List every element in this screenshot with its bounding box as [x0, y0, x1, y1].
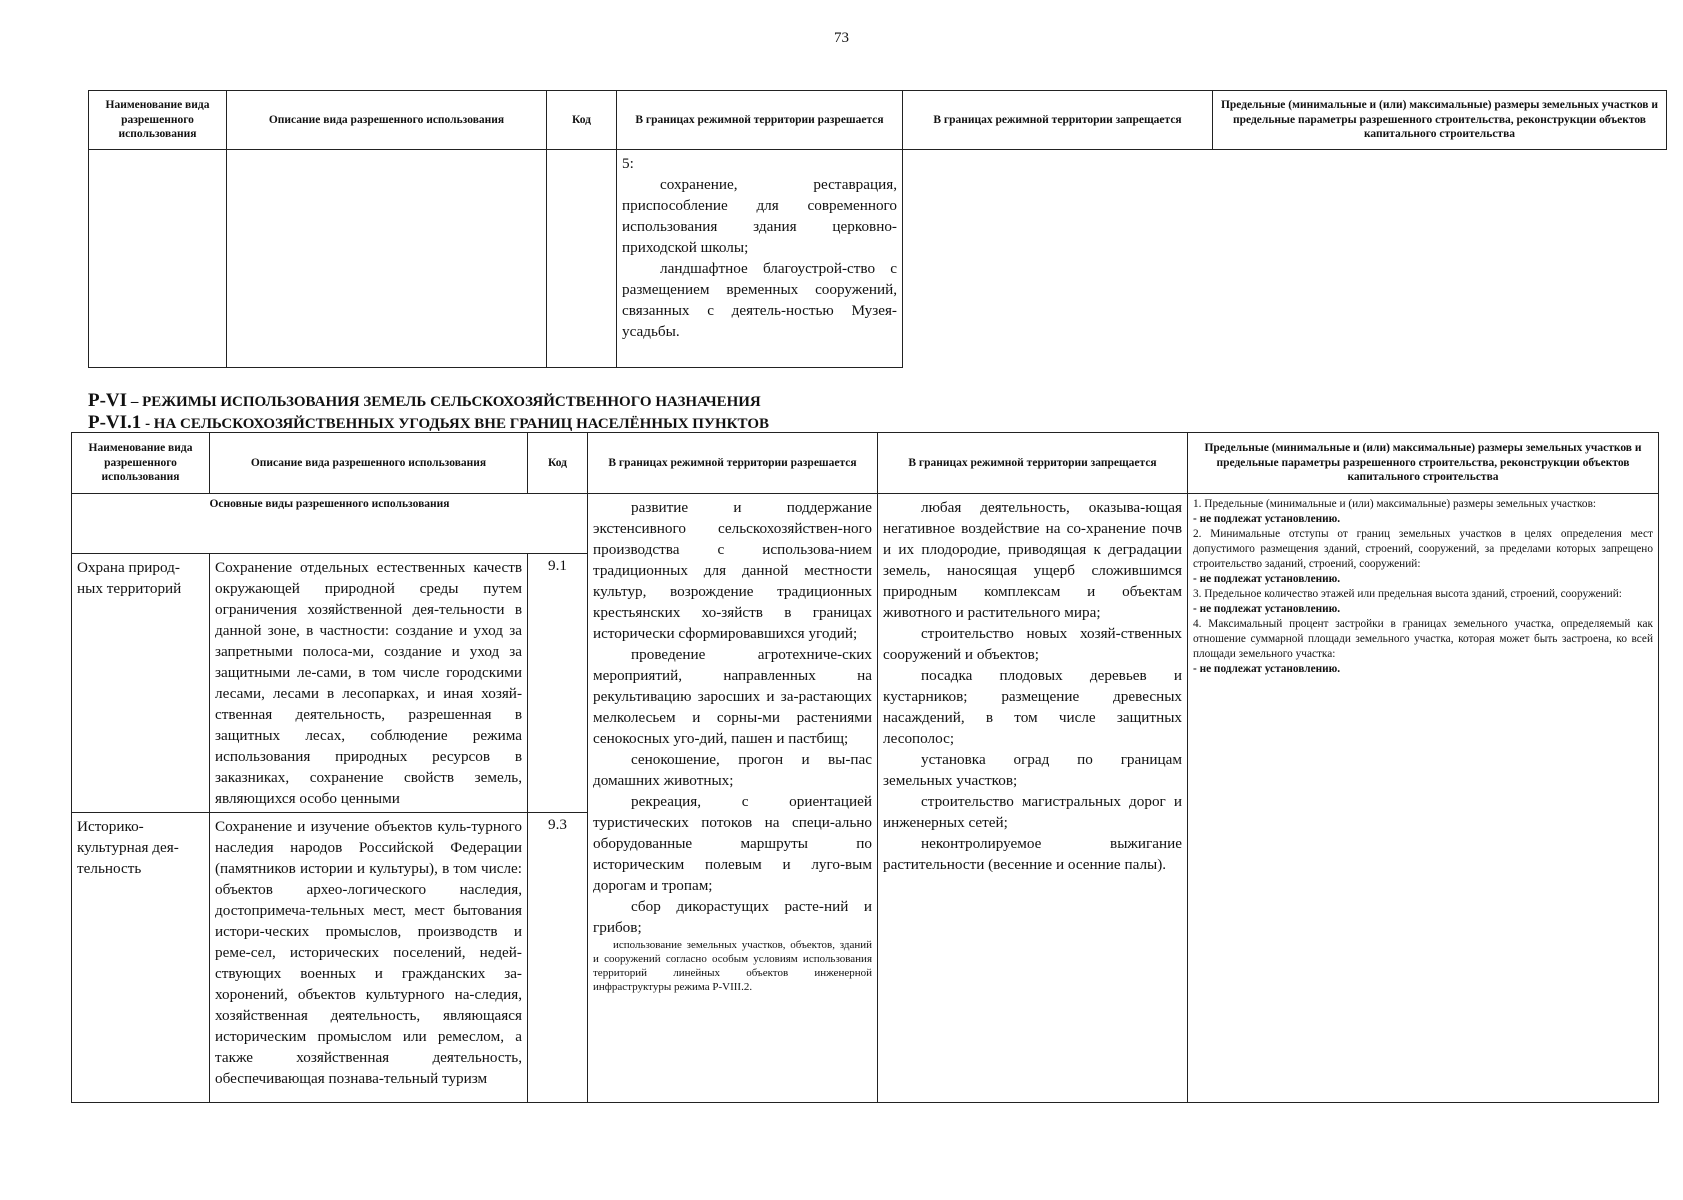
col-header-allowed: В границах режимной территории разрешается	[617, 91, 903, 150]
forbidden-paragraph: строительство магистральных дорог и инженерных сетей;	[883, 793, 1182, 831]
section-title	[88, 390, 761, 412]
col-header-allowed: В границах режимной территории разрешается	[588, 433, 878, 494]
allowed-paragraph: сенокошение, прогон и вы-пас домашних животных;	[593, 751, 872, 789]
allowed-small-paragraph: использование земельных участков, объектов, зданий и сооружений согласно особым условиям использования территорий линейных объектов инженерной инфраструктуры режима Р-VIII.2.	[593, 939, 872, 993]
blank-area	[903, 150, 1213, 368]
col-header-description: Описание вида разрешенного использования	[210, 433, 528, 494]
use-description-text: Сохранение и изучение объектов куль-турного наследия народов Российской Федерации (памятников истории и культуры), в том числе: объектов архео-логического наследия, достопримеча-тельных мест, мест бытования истори-ческих промыслов, производств и реме-сел, исторических поселений, недей-ствующих военных и гражданских за-хоронений, объектов культурного на-следия, хозяйственная деятельность, являющаяся историческим промыслом или ремеслом, а также хозяйственная деятельность, обеспечивающая познава-тельный туризм	[215, 818, 522, 1087]
empty-cell	[89, 150, 227, 368]
section-subtitle	[88, 412, 769, 434]
forbidden-paragraph: строительство новых хозяй-ственных сооружений и объектов;	[883, 625, 1182, 663]
limit-text: 2. Минимальные отступы от границ земельных участков в целях определения мест допустимого размещения зданий, строений, сооружений, за пределами которых запрещено строительство заданий, строений, сооружений:	[1193, 528, 1653, 570]
limit-answer: - не подлежат установлению.	[1193, 573, 1341, 585]
empty-cell	[547, 150, 617, 368]
col-header-code: Код	[528, 433, 588, 494]
allowed-paragraph: развитие и поддержание экстенсивного сельскохозяйствен-ного производства с использова-нием традиционных для данной местности культур, возрождение традиционных крестьянских хо-зяйств в границах исторически сформировавшихся угодий;	[593, 499, 872, 642]
limit-text: 4. Максимальный процент застройки в границах земельного участка, определяемый как отношение суммарной площади земельного участка, которая может быть застроена, ко всей площади земельного участка:	[1193, 618, 1653, 660]
col-header-forbidden: В границах режимной территории запрещается	[903, 91, 1213, 150]
section-title-text: – РЕЖИМЫ ИСПОЛЬЗОВАНИЯ ЗЕМЕЛЬ СЕЛЬСКОХОЗЯЙСТВЕННОГО НАЗНАЧЕНИЯ	[127, 394, 761, 410]
use-description	[210, 813, 528, 1103]
col-header-name: Наименование вида разрешенного использования	[89, 91, 227, 150]
use-code: 9.3	[528, 813, 588, 1103]
group-label: Основные виды разрешенного использования	[72, 494, 588, 554]
limit-answer: - не подлежат установлению.	[1193, 663, 1341, 675]
use-code: 9.1	[528, 554, 588, 813]
continuation-table	[88, 90, 1667, 368]
col-header-code: Код	[547, 91, 617, 150]
subsection-code: Р-VI.1	[88, 412, 142, 433]
limit-answer: - не подлежат установлению.	[1193, 513, 1341, 525]
forbidden-cell	[878, 494, 1188, 1103]
allowed-paragraph: сохранение, реставрация, приспособление для современного использования здания церковно-приходской школы;	[622, 176, 897, 256]
use-name: Историко-культурная дея-тельность	[72, 813, 210, 1103]
allowed-paragraph: ландшафтное благоустрой-ство с размещением временных сооружений, связанных с деятель-ностью Музея-усадьбы.	[622, 260, 897, 340]
col-header-description: Описание вида разрешенного использования	[227, 91, 547, 150]
forbidden-paragraph: установка оград по границам земельных участков;	[883, 751, 1182, 789]
blank-area	[1213, 150, 1667, 368]
allowed-small-note	[593, 938, 872, 994]
forbidden-paragraph: неконтролируемое выжигание растительности (весенние и осенние палы).	[883, 835, 1182, 873]
use-name: Охрана природ-ных территорий	[72, 554, 210, 813]
forbidden-paragraph: посадка плодовых деревьев и кустарников; размещение древесных насаждений, в том числе защитных лесополос;	[883, 667, 1182, 747]
limit-text: 3. Предельное количество этажей или предельная высота зданий, строений, сооружений:	[1193, 588, 1622, 600]
col-header-name: Наименование вида разрешенного использования	[72, 433, 210, 494]
section-code: Р-VI	[88, 390, 128, 411]
forbidden-paragraph: любая деятельность, оказыва-ющая негативное воздействие на со-хранение почв и их плодородие, приводящая к деградации земель, наносящая ущерб сложившимся природным комплексам и объектам животного и растительного мира;	[883, 499, 1182, 621]
limit-answer: - не подлежат установлению.	[1193, 603, 1341, 615]
empty-cell	[227, 150, 547, 368]
allowed-cell	[588, 494, 878, 1103]
limit-text: 1. Предельные (минимальные и (или) максимальные) размеры земельных участков:	[1193, 498, 1597, 510]
col-header-forbidden: В границах режимной территории запрещается	[878, 433, 1188, 494]
col-header-limits: Предельные (минимальные и (или) максимальные) размеры земельных участков и предельные параметры разрешенного строительства, реконструкции объектов капитального строительства	[1188, 433, 1659, 494]
use-description-text: Сохранение отдельных естественных качеств окружающей природной среды путем ограничения хозяйственной дея-тельности в данной зоне, в частности: создание и уход за запретными полоса-ми, создание и уход за защитными ле-сами, в том числе городскими лесами, лесами в лесопарках, и иная хозяй-ственная деятельность, разрешенная в защитных лесах, соблюдение режима использования природных ресурсов в заказниках, сохранение свойств земель, являющихся особо ценными	[215, 559, 522, 807]
allowed-paragraph: рекреация, с ориентацией туристических потоков на специ-ально оборудованные маршруты по историческим полевым и луго-вым дорогам и тропам;	[593, 793, 872, 894]
allowed-paragraph: 5:	[622, 155, 634, 172]
allowed-cell	[617, 150, 903, 368]
land-use-table	[71, 432, 1659, 1103]
page-number: 73	[834, 30, 849, 46]
allowed-paragraph: проведение агротехниче-ских мероприятий, направленных на рекультивацию заросших и за-растающих мелколесьем и сорны-ми растениями сенокосных уго-дий, пашен и пастбищ;	[593, 646, 872, 747]
col-header-limits: Предельные (минимальные и (или) максимальные) размеры земельных участков и предельные параметры разрешенного строительства, реконструкции объектов капитального строительства	[1213, 91, 1667, 150]
allowed-paragraph: сбор дикорастущих расте-ний и грибов;	[593, 898, 872, 936]
subsection-title-text: - НА СЕЛЬСКОХОЗЯЙСТВЕННЫХ УГОДЬЯХ ВНЕ ГРАНИЦ НАСЕЛЁННЫХ ПУНКТОВ	[141, 416, 769, 432]
use-description	[210, 554, 528, 813]
limits-cell	[1188, 494, 1659, 1103]
